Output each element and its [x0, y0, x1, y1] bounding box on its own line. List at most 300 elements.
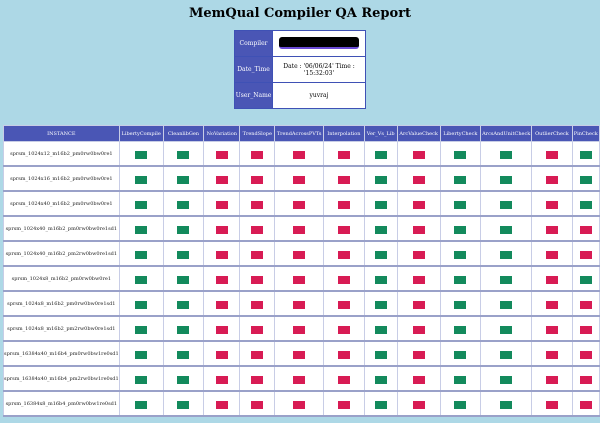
fail-indicator[interactable] — [580, 376, 592, 384]
pass-indicator[interactable] — [454, 226, 466, 234]
status-cell — [440, 216, 480, 241]
pass-indicator[interactable] — [177, 176, 189, 184]
fail-indicator[interactable] — [413, 151, 425, 159]
fail-indicator[interactable] — [251, 301, 263, 309]
pass-indicator[interactable] — [177, 251, 189, 259]
table-row — [4, 191, 600, 216]
fail-indicator[interactable] — [338, 176, 350, 184]
fail-indicator[interactable] — [580, 326, 592, 334]
status-cell — [324, 366, 365, 391]
status-cell — [275, 191, 324, 216]
fail-indicator[interactable] — [293, 276, 305, 284]
user-row — [235, 83, 366, 109]
table-row — [4, 216, 600, 241]
pass-indicator[interactable] — [135, 351, 147, 359]
status-cell — [119, 391, 163, 416]
pass-indicator[interactable] — [500, 376, 512, 384]
column-header-12: PinCheck — [572, 126, 599, 142]
pass-indicator[interactable] — [375, 376, 387, 384]
date-time-value: Date : '06/06/24' Time : '15:32:03' — [273, 57, 366, 83]
status-cell — [204, 191, 240, 216]
page-title: MemQual Compiler QA Report — [188, 6, 412, 21]
pass-indicator[interactable] — [454, 326, 466, 334]
fail-indicator[interactable] — [413, 251, 425, 259]
pass-indicator[interactable] — [375, 251, 387, 259]
status-cell — [163, 166, 203, 191]
fail-indicator[interactable] — [216, 351, 228, 359]
fail-indicator[interactable] — [580, 251, 592, 259]
status-cell — [532, 241, 572, 266]
fail-indicator[interactable] — [338, 251, 350, 259]
date-time-label: Date_Time — [235, 57, 273, 83]
pass-indicator[interactable] — [135, 376, 147, 384]
fail-indicator[interactable] — [251, 376, 263, 384]
column-header-5: TrendAcrossPVTs — [275, 126, 324, 142]
pass-indicator[interactable] — [135, 151, 147, 159]
fail-indicator[interactable] — [216, 276, 228, 284]
status-cell — [119, 366, 163, 391]
fail-indicator[interactable] — [580, 401, 592, 409]
fail-indicator[interactable] — [251, 276, 263, 284]
status-cell — [240, 266, 275, 291]
fail-indicator[interactable] — [546, 176, 558, 184]
status-cell — [119, 216, 163, 241]
status-cell — [275, 166, 324, 191]
redacted-compiler-name — [279, 37, 359, 49]
status-cell — [119, 291, 163, 316]
status-cell — [324, 191, 365, 216]
fail-indicator[interactable] — [338, 201, 350, 209]
status-cell — [397, 291, 440, 316]
fail-indicator[interactable] — [293, 201, 305, 209]
status-cell — [440, 291, 480, 316]
pass-indicator[interactable] — [580, 276, 592, 284]
fail-indicator[interactable] — [413, 376, 425, 384]
pass-indicator[interactable] — [177, 326, 189, 334]
status-cell — [481, 291, 532, 316]
status-cell — [163, 266, 203, 291]
fail-indicator[interactable] — [293, 301, 305, 309]
status-cell — [119, 341, 163, 366]
column-header-0: INSTANCE — [4, 126, 120, 142]
instance-name: sprsm_1024x8_m16b2_pm2rw0bw0re1sd1 — [4, 316, 120, 341]
status-cell — [204, 241, 240, 266]
pass-indicator[interactable] — [580, 201, 592, 209]
status-cell — [364, 266, 397, 291]
status-cell — [397, 142, 440, 167]
table-row — [4, 366, 600, 391]
status-cell — [572, 216, 599, 241]
status-cell — [275, 341, 324, 366]
status-cell — [324, 266, 365, 291]
status-cell — [532, 316, 572, 341]
fail-indicator[interactable] — [251, 201, 263, 209]
pass-indicator[interactable] — [177, 376, 189, 384]
fail-indicator[interactable] — [293, 326, 305, 334]
column-header-2: CleanlibGen — [163, 126, 203, 142]
status-cell — [364, 166, 397, 191]
pass-indicator[interactable] — [135, 301, 147, 309]
status-cell — [440, 341, 480, 366]
header-row — [4, 126, 600, 142]
status-cell — [572, 341, 599, 366]
instance-name: sprsm_1024x12_m16b2_pm0rw0bw0re1 — [4, 142, 120, 167]
pass-indicator[interactable] — [500, 276, 512, 284]
status-cell — [163, 216, 203, 241]
pass-indicator[interactable] — [375, 276, 387, 284]
status-cell — [481, 341, 532, 366]
instance-name: sprsm_16384x8_m16b4_pm0rw0bw1re0sd1 — [4, 391, 120, 416]
pass-indicator[interactable] — [177, 276, 189, 284]
fail-indicator[interactable] — [546, 351, 558, 359]
status-cell — [532, 142, 572, 167]
fail-indicator[interactable] — [251, 351, 263, 359]
status-cell — [440, 142, 480, 167]
status-cell — [163, 241, 203, 266]
status-cell — [397, 391, 440, 416]
status-cell — [324, 241, 365, 266]
status-cell — [275, 291, 324, 316]
status-cell — [163, 316, 203, 341]
status-cell — [240, 341, 275, 366]
status-cell — [397, 191, 440, 216]
fail-indicator[interactable] — [580, 226, 592, 234]
status-cell — [532, 366, 572, 391]
status-cell — [163, 142, 203, 167]
status-cell — [240, 291, 275, 316]
pass-indicator[interactable] — [135, 401, 147, 409]
status-cell — [119, 191, 163, 216]
fail-indicator[interactable] — [216, 376, 228, 384]
status-cell — [397, 366, 440, 391]
fail-indicator[interactable] — [338, 301, 350, 309]
status-cell — [240, 142, 275, 167]
status-cell — [440, 241, 480, 266]
fail-indicator[interactable] — [251, 226, 263, 234]
status-cell — [324, 142, 365, 167]
column-header-10: ArcsAndUnitCheck — [481, 126, 532, 142]
fail-indicator[interactable] — [293, 351, 305, 359]
status-cell — [364, 216, 397, 241]
status-cell — [481, 241, 532, 266]
fail-indicator[interactable] — [338, 326, 350, 334]
table-row — [4, 291, 600, 316]
user-value: yuvraj — [273, 83, 366, 109]
status-cell — [119, 316, 163, 341]
status-cell — [364, 366, 397, 391]
instance-name: sprsm_1024x8_m16b2_pm0rw0bw0re1 — [4, 266, 120, 291]
fail-indicator[interactable] — [546, 276, 558, 284]
status-cell — [481, 142, 532, 167]
status-cell — [481, 366, 532, 391]
status-cell — [119, 266, 163, 291]
fail-indicator[interactable] — [413, 226, 425, 234]
pass-indicator[interactable] — [135, 176, 147, 184]
pass-indicator[interactable] — [375, 176, 387, 184]
status-cell — [324, 391, 365, 416]
fail-indicator[interactable] — [251, 401, 263, 409]
pass-indicator[interactable] — [454, 251, 466, 259]
status-cell — [163, 191, 203, 216]
pass-indicator[interactable] — [375, 151, 387, 159]
status-cell — [204, 291, 240, 316]
fail-indicator[interactable] — [413, 176, 425, 184]
status-cell — [240, 366, 275, 391]
status-cell — [119, 241, 163, 266]
pass-indicator[interactable] — [177, 301, 189, 309]
instance-name: sprsm_16384x40_m16b4_pm2rw0bw1re0sd1 — [4, 366, 120, 391]
status-cell — [364, 391, 397, 416]
status-cell — [275, 391, 324, 416]
status-cell — [572, 241, 599, 266]
fail-indicator[interactable] — [293, 376, 305, 384]
status-cell — [163, 291, 203, 316]
pass-indicator[interactable] — [500, 176, 512, 184]
status-cell — [440, 391, 480, 416]
pass-indicator[interactable] — [375, 301, 387, 309]
fail-indicator[interactable] — [216, 226, 228, 234]
pass-indicator[interactable] — [500, 226, 512, 234]
pass-indicator[interactable] — [454, 301, 466, 309]
instance-name: sprsm_1024x40_m16b2_pm0rw0bw0re1 — [4, 191, 120, 216]
pass-indicator[interactable] — [177, 201, 189, 209]
qa-results-table — [3, 125, 600, 417]
status-cell — [532, 166, 572, 191]
fail-indicator[interactable] — [413, 301, 425, 309]
pass-indicator[interactable] — [500, 301, 512, 309]
table-row — [4, 341, 600, 366]
column-header-8: ArcValueCheck — [397, 126, 440, 142]
status-cell — [572, 166, 599, 191]
column-header-11: OutlierCheck — [532, 126, 572, 142]
fail-indicator[interactable] — [251, 326, 263, 334]
column-header-9: LibertyCheck — [440, 126, 480, 142]
pass-indicator[interactable] — [177, 351, 189, 359]
status-cell — [572, 142, 599, 167]
status-cell — [204, 166, 240, 191]
status-cell — [397, 341, 440, 366]
status-cell — [481, 166, 532, 191]
fail-indicator[interactable] — [338, 151, 350, 159]
fail-indicator[interactable] — [413, 351, 425, 359]
pass-indicator[interactable] — [500, 201, 512, 209]
status-cell — [204, 366, 240, 391]
fail-indicator[interactable] — [546, 376, 558, 384]
pass-indicator[interactable] — [375, 326, 387, 334]
status-cell — [204, 391, 240, 416]
status-cell — [364, 291, 397, 316]
status-cell — [240, 191, 275, 216]
fail-indicator[interactable] — [293, 176, 305, 184]
status-cell — [481, 391, 532, 416]
pass-indicator[interactable] — [375, 351, 387, 359]
status-cell — [397, 216, 440, 241]
status-cell — [572, 391, 599, 416]
pass-indicator[interactable] — [500, 326, 512, 334]
fail-indicator[interactable] — [413, 201, 425, 209]
fail-indicator[interactable] — [580, 351, 592, 359]
column-header-6: Interpolation — [324, 126, 365, 142]
user-label: User_Name — [235, 83, 273, 109]
fail-indicator[interactable] — [216, 326, 228, 334]
status-cell — [532, 266, 572, 291]
fail-indicator[interactable] — [546, 201, 558, 209]
status-cell — [275, 216, 324, 241]
pass-indicator[interactable] — [375, 401, 387, 409]
status-cell — [324, 341, 365, 366]
pass-indicator[interactable] — [135, 326, 147, 334]
fail-indicator[interactable] — [580, 301, 592, 309]
pass-indicator[interactable] — [500, 151, 512, 159]
status-cell — [275, 241, 324, 266]
status-cell — [240, 241, 275, 266]
status-cell — [204, 266, 240, 291]
fail-indicator[interactable] — [546, 401, 558, 409]
status-cell — [440, 366, 480, 391]
status-cell — [119, 142, 163, 167]
pass-indicator[interactable] — [454, 151, 466, 159]
status-cell — [275, 142, 324, 167]
status-cell — [364, 241, 397, 266]
instance-name: sprsm_16384x40_m16b4_pm0rw0bw1re0sd1 — [4, 341, 120, 366]
fail-indicator[interactable] — [293, 401, 305, 409]
fail-indicator[interactable] — [413, 326, 425, 334]
status-cell — [119, 166, 163, 191]
table-row — [4, 241, 600, 266]
status-cell — [364, 341, 397, 366]
status-cell — [481, 191, 532, 216]
status-cell — [204, 142, 240, 167]
fail-indicator[interactable] — [546, 326, 558, 334]
status-cell — [397, 241, 440, 266]
column-header-7: Ver_Vs_Lib — [364, 126, 397, 142]
status-cell — [275, 316, 324, 341]
fail-indicator[interactable] — [413, 276, 425, 284]
status-cell — [397, 316, 440, 341]
status-cell — [481, 316, 532, 341]
fail-indicator[interactable] — [293, 151, 305, 159]
status-cell — [572, 191, 599, 216]
column-header-4: TrendSlope — [240, 126, 275, 142]
fail-indicator[interactable] — [293, 251, 305, 259]
pass-indicator[interactable] — [454, 276, 466, 284]
status-cell — [364, 142, 397, 167]
fail-indicator[interactable] — [338, 376, 350, 384]
status-cell — [324, 316, 365, 341]
fail-indicator[interactable] — [546, 301, 558, 309]
compiler-row — [235, 31, 366, 57]
status-cell — [204, 216, 240, 241]
status-cell — [275, 366, 324, 391]
status-cell — [481, 216, 532, 241]
pass-indicator[interactable] — [135, 226, 147, 234]
pass-indicator[interactable] — [454, 176, 466, 184]
fail-indicator[interactable] — [338, 276, 350, 284]
table-row — [4, 266, 600, 291]
status-cell — [481, 266, 532, 291]
status-cell — [364, 191, 397, 216]
status-cell — [572, 266, 599, 291]
instance-name: sprsm_1024x8_m16b2_pm0rw0bw0re1sd1 — [4, 291, 120, 316]
pass-indicator[interactable] — [454, 376, 466, 384]
column-header-3: NoVariation — [204, 126, 240, 142]
fail-indicator[interactable] — [216, 301, 228, 309]
pass-indicator[interactable] — [580, 151, 592, 159]
pass-indicator[interactable] — [454, 201, 466, 209]
fail-indicator[interactable] — [338, 401, 350, 409]
fail-indicator[interactable] — [216, 151, 228, 159]
pass-indicator[interactable] — [375, 201, 387, 209]
status-cell — [532, 191, 572, 216]
fail-indicator[interactable] — [216, 201, 228, 209]
status-cell — [163, 366, 203, 391]
pass-indicator[interactable] — [177, 151, 189, 159]
fail-indicator[interactable] — [251, 151, 263, 159]
status-cell — [163, 391, 203, 416]
pass-indicator[interactable] — [375, 226, 387, 234]
pass-indicator[interactable] — [500, 351, 512, 359]
fail-indicator[interactable] — [216, 401, 228, 409]
status-cell — [324, 216, 365, 241]
status-cell — [440, 166, 480, 191]
instance-name: sprsm_1024x40_m16b2_pm0rw0bw0re1sd1 — [4, 216, 120, 241]
fail-indicator[interactable] — [251, 251, 263, 259]
table-row — [4, 142, 600, 167]
fail-indicator[interactable] — [293, 226, 305, 234]
status-cell — [324, 291, 365, 316]
table-row — [4, 391, 600, 416]
pass-indicator[interactable] — [135, 276, 147, 284]
status-cell — [240, 316, 275, 341]
table-row — [4, 166, 600, 191]
status-cell — [440, 316, 480, 341]
fail-indicator[interactable] — [413, 401, 425, 409]
fail-indicator[interactable] — [251, 176, 263, 184]
fail-indicator[interactable] — [338, 351, 350, 359]
fail-indicator[interactable] — [216, 251, 228, 259]
pass-indicator[interactable] — [454, 351, 466, 359]
status-cell — [163, 341, 203, 366]
status-cell — [440, 191, 480, 216]
compiler-label: Compiler — [235, 31, 273, 57]
pass-indicator[interactable] — [500, 401, 512, 409]
status-cell — [532, 216, 572, 241]
fail-indicator[interactable] — [216, 176, 228, 184]
fail-indicator[interactable] — [546, 151, 558, 159]
pass-indicator[interactable] — [500, 251, 512, 259]
compiler-value — [273, 31, 366, 57]
fail-indicator[interactable] — [546, 251, 558, 259]
pass-indicator[interactable] — [135, 201, 147, 209]
fail-indicator[interactable] — [338, 226, 350, 234]
pass-indicator[interactable] — [580, 176, 592, 184]
date-time-row — [235, 57, 366, 83]
status-cell — [397, 266, 440, 291]
table-body — [4, 142, 600, 417]
status-cell — [240, 166, 275, 191]
pass-indicator[interactable] — [177, 226, 189, 234]
fail-indicator[interactable] — [546, 226, 558, 234]
status-cell — [204, 316, 240, 341]
status-cell — [275, 266, 324, 291]
status-cell — [572, 366, 599, 391]
pass-indicator[interactable] — [177, 401, 189, 409]
status-cell — [324, 166, 365, 191]
pass-indicator[interactable] — [454, 401, 466, 409]
pass-indicator[interactable] — [135, 251, 147, 259]
info-table — [234, 30, 366, 109]
status-cell — [204, 341, 240, 366]
